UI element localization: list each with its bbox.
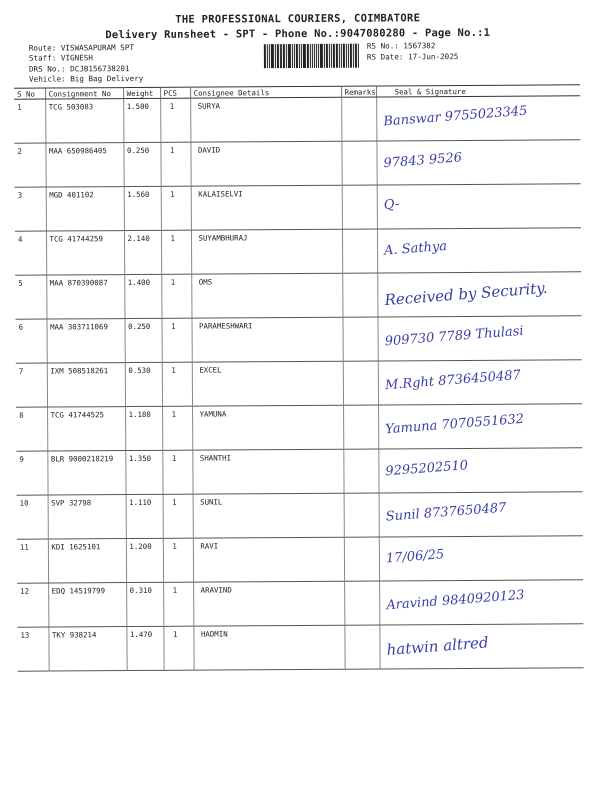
handwritten-signature: M.Rght 8736450487: [384, 367, 521, 394]
pcs-cell: 1: [163, 494, 193, 538]
col-header-consignment: Consignment No: [45, 88, 123, 99]
sno-cell: 3: [15, 187, 46, 231]
pcs-cell: 1: [163, 626, 193, 670]
sno-cell: 10: [17, 495, 48, 539]
signature-cell: [379, 492, 583, 537]
consignment-table: [14, 84, 584, 671]
signature-cell: [378, 360, 582, 405]
col-header-sno: S No: [14, 88, 45, 99]
weight-cell: 1.110: [126, 494, 163, 538]
drs-number-field: DRS No.: DCJB156738201: [28, 64, 130, 74]
pcs-cell: 1: [162, 406, 192, 450]
signature-cell: [379, 536, 583, 581]
signature-cell: [376, 96, 580, 141]
table-row: [15, 272, 581, 319]
signature-cell: [377, 228, 581, 273]
weight-cell: 1.180: [125, 406, 162, 450]
remarks-cell: [342, 185, 377, 229]
remarks-cell: [343, 405, 378, 449]
consignment-no-cell: TCG 41744525: [47, 407, 125, 451]
handwritten-signature: Q-: [382, 196, 400, 214]
remarks-cell: [344, 581, 379, 625]
handwritten-signature: Banswar 9755023345: [382, 103, 528, 130]
consignee-cell: YAMUNA: [192, 405, 343, 450]
pcs-cell: 1: [161, 230, 191, 274]
sno-cell: 2: [14, 143, 45, 187]
table-row: [14, 140, 580, 187]
weight-cell: 1.400: [124, 274, 161, 318]
pcs-cell: 1: [160, 142, 190, 186]
weight-cell: 0.530: [125, 362, 162, 406]
table-row: [16, 448, 582, 495]
consignee-cell: KALAISELVI: [191, 185, 342, 230]
signature-cell: [379, 580, 583, 625]
handwritten-signature: 97843 9526: [382, 150, 463, 172]
remarks-cell: [343, 361, 378, 405]
consignee-cell: PARAMESHWARI: [191, 317, 342, 362]
remarks-cell: [342, 229, 377, 273]
handwritten-signature: Aravind 9840920123: [385, 587, 525, 614]
consignment-no-cell: MAA 303711069: [47, 319, 125, 363]
consignee-cell: SUNIL: [193, 493, 344, 538]
table-row: [16, 360, 582, 407]
handwritten-signature: hatwin altred: [385, 633, 489, 660]
signature-cell: [378, 404, 582, 449]
consignment-no-cell: BLR 9000218219: [47, 451, 125, 495]
signature-cell: [377, 272, 581, 317]
weight-cell: 2.140: [124, 230, 161, 274]
weight-cell: 0.310: [126, 582, 163, 626]
remarks-cell: [344, 625, 379, 669]
handwritten-signature: Sunil 8737650487: [384, 500, 507, 525]
weight-cell: 1.350: [125, 450, 162, 494]
table-row: [15, 228, 581, 275]
signature-cell: [379, 624, 583, 669]
pcs-cell: 1: [161, 318, 191, 362]
pcs-cell: 1: [160, 98, 190, 142]
table-row: [15, 184, 581, 231]
sno-cell: 7: [16, 363, 47, 407]
consignee-cell: SHANTHI: [192, 449, 343, 494]
consignment-no-cell: KDI 1625101: [48, 539, 126, 583]
signature-cell: [376, 140, 580, 185]
consignee-cell: EXCEL: [192, 361, 343, 406]
barcode-graphic: [264, 44, 360, 69]
table-row: [16, 316, 582, 363]
handwritten-signature: 17/06/25: [384, 547, 445, 567]
table-row: [14, 96, 580, 143]
table-row: [17, 624, 583, 671]
table-row: [16, 404, 582, 451]
consignment-no-cell: MAA 650986405: [45, 143, 123, 187]
remarks-cell: [342, 317, 377, 361]
company-title: THE PROFESSIONAL COURIERS, COIMBATORE: [175, 12, 421, 26]
remarks-cell: [342, 273, 377, 317]
consignee-cell: HADMIN: [193, 625, 344, 670]
sno-cell: 12: [17, 583, 48, 627]
sno-cell: 4: [15, 231, 46, 275]
consignment-no-cell: SVP 32798: [48, 495, 126, 539]
table-row: [17, 580, 583, 627]
table-row: [17, 492, 583, 539]
col-header-pcs: PCS: [160, 87, 190, 98]
remarks-cell: [343, 449, 378, 493]
pcs-cell: 1: [161, 274, 191, 318]
sno-cell: 11: [17, 539, 48, 583]
sno-cell: 8: [16, 407, 47, 451]
weight-cell: 1.200: [126, 538, 163, 582]
vehicle-field: Vehicle: Big Bag Delivery: [29, 73, 144, 84]
consignment-no-cell: TCG 41744259: [46, 231, 124, 275]
col-header-signature: Seal & Signature: [376, 85, 580, 97]
handwritten-signature: 9295202510: [384, 458, 469, 480]
col-header-remarks: Remarks: [341, 86, 376, 97]
consignee-cell: SURYA: [190, 97, 341, 142]
consignment-no-cell: TKY 938214: [48, 627, 126, 671]
sno-cell: 9: [16, 451, 47, 495]
remarks-cell: [341, 141, 376, 185]
weight-cell: 0.250: [124, 318, 161, 362]
runsheet-subtitle: Delivery Runsheet - SPT - Phone No.:9047080280 - Page No.:1: [105, 26, 491, 42]
weight-cell: 1.500: [123, 98, 160, 142]
consignee-cell: ARAVIND: [193, 581, 344, 626]
weight-cell: 0.250: [123, 142, 160, 186]
pcs-cell: 1: [161, 186, 191, 230]
signature-cell: [377, 184, 581, 229]
handwritten-signature: 909730 7789 Thulasi: [383, 323, 524, 350]
sno-cell: 13: [17, 627, 48, 671]
handwritten-signature: A. Sathya: [383, 238, 448, 259]
weight-cell: 1.470: [126, 626, 163, 670]
sno-cell: 1: [14, 99, 45, 143]
consignee-cell: OMS: [191, 273, 342, 318]
route-field: Route: VISWASAPURAM SPT: [28, 43, 135, 53]
pcs-cell: 1: [163, 582, 193, 626]
consignment-no-cell: EDQ 14519799: [48, 583, 126, 627]
remarks-cell: [341, 97, 376, 141]
sno-cell: 6: [16, 319, 47, 363]
signature-cell: [378, 448, 582, 493]
remarks-cell: [344, 537, 379, 581]
consignee-cell: RAVI: [193, 537, 344, 582]
col-header-consignee: Consignee Details: [190, 86, 341, 98]
consignment-no-cell: TCG 503083: [45, 99, 123, 143]
handwritten-signature: Yamuna 7070551632: [384, 411, 525, 438]
col-header-weight: Weight: [123, 87, 160, 98]
consignment-no-cell: MAA 870390087: [46, 275, 124, 319]
pcs-cell: 1: [162, 362, 192, 406]
pcs-cell: 1: [163, 538, 193, 582]
pcs-cell: 1: [162, 450, 192, 494]
table-row: [17, 536, 583, 583]
consignment-no-cell: MGD 401102: [46, 187, 124, 231]
weight-cell: 1.560: [124, 186, 161, 230]
consignment-no-cell: IXM 508518261: [47, 363, 125, 407]
consignee-cell: DAVID: [190, 141, 341, 186]
staff-field: Staff: VIGNESH: [28, 53, 93, 63]
rs-date-field: RS Date: 17-Jun-2025: [366, 52, 459, 62]
consignee-cell: SUYAMBHURAJ: [191, 229, 342, 274]
signature-cell: [377, 316, 581, 361]
remarks-cell: [344, 493, 379, 537]
handwritten-signature: Received by Security.: [383, 278, 548, 310]
sno-cell: 5: [15, 275, 46, 319]
rs-number-field: RS No.: 1567382: [366, 41, 436, 51]
